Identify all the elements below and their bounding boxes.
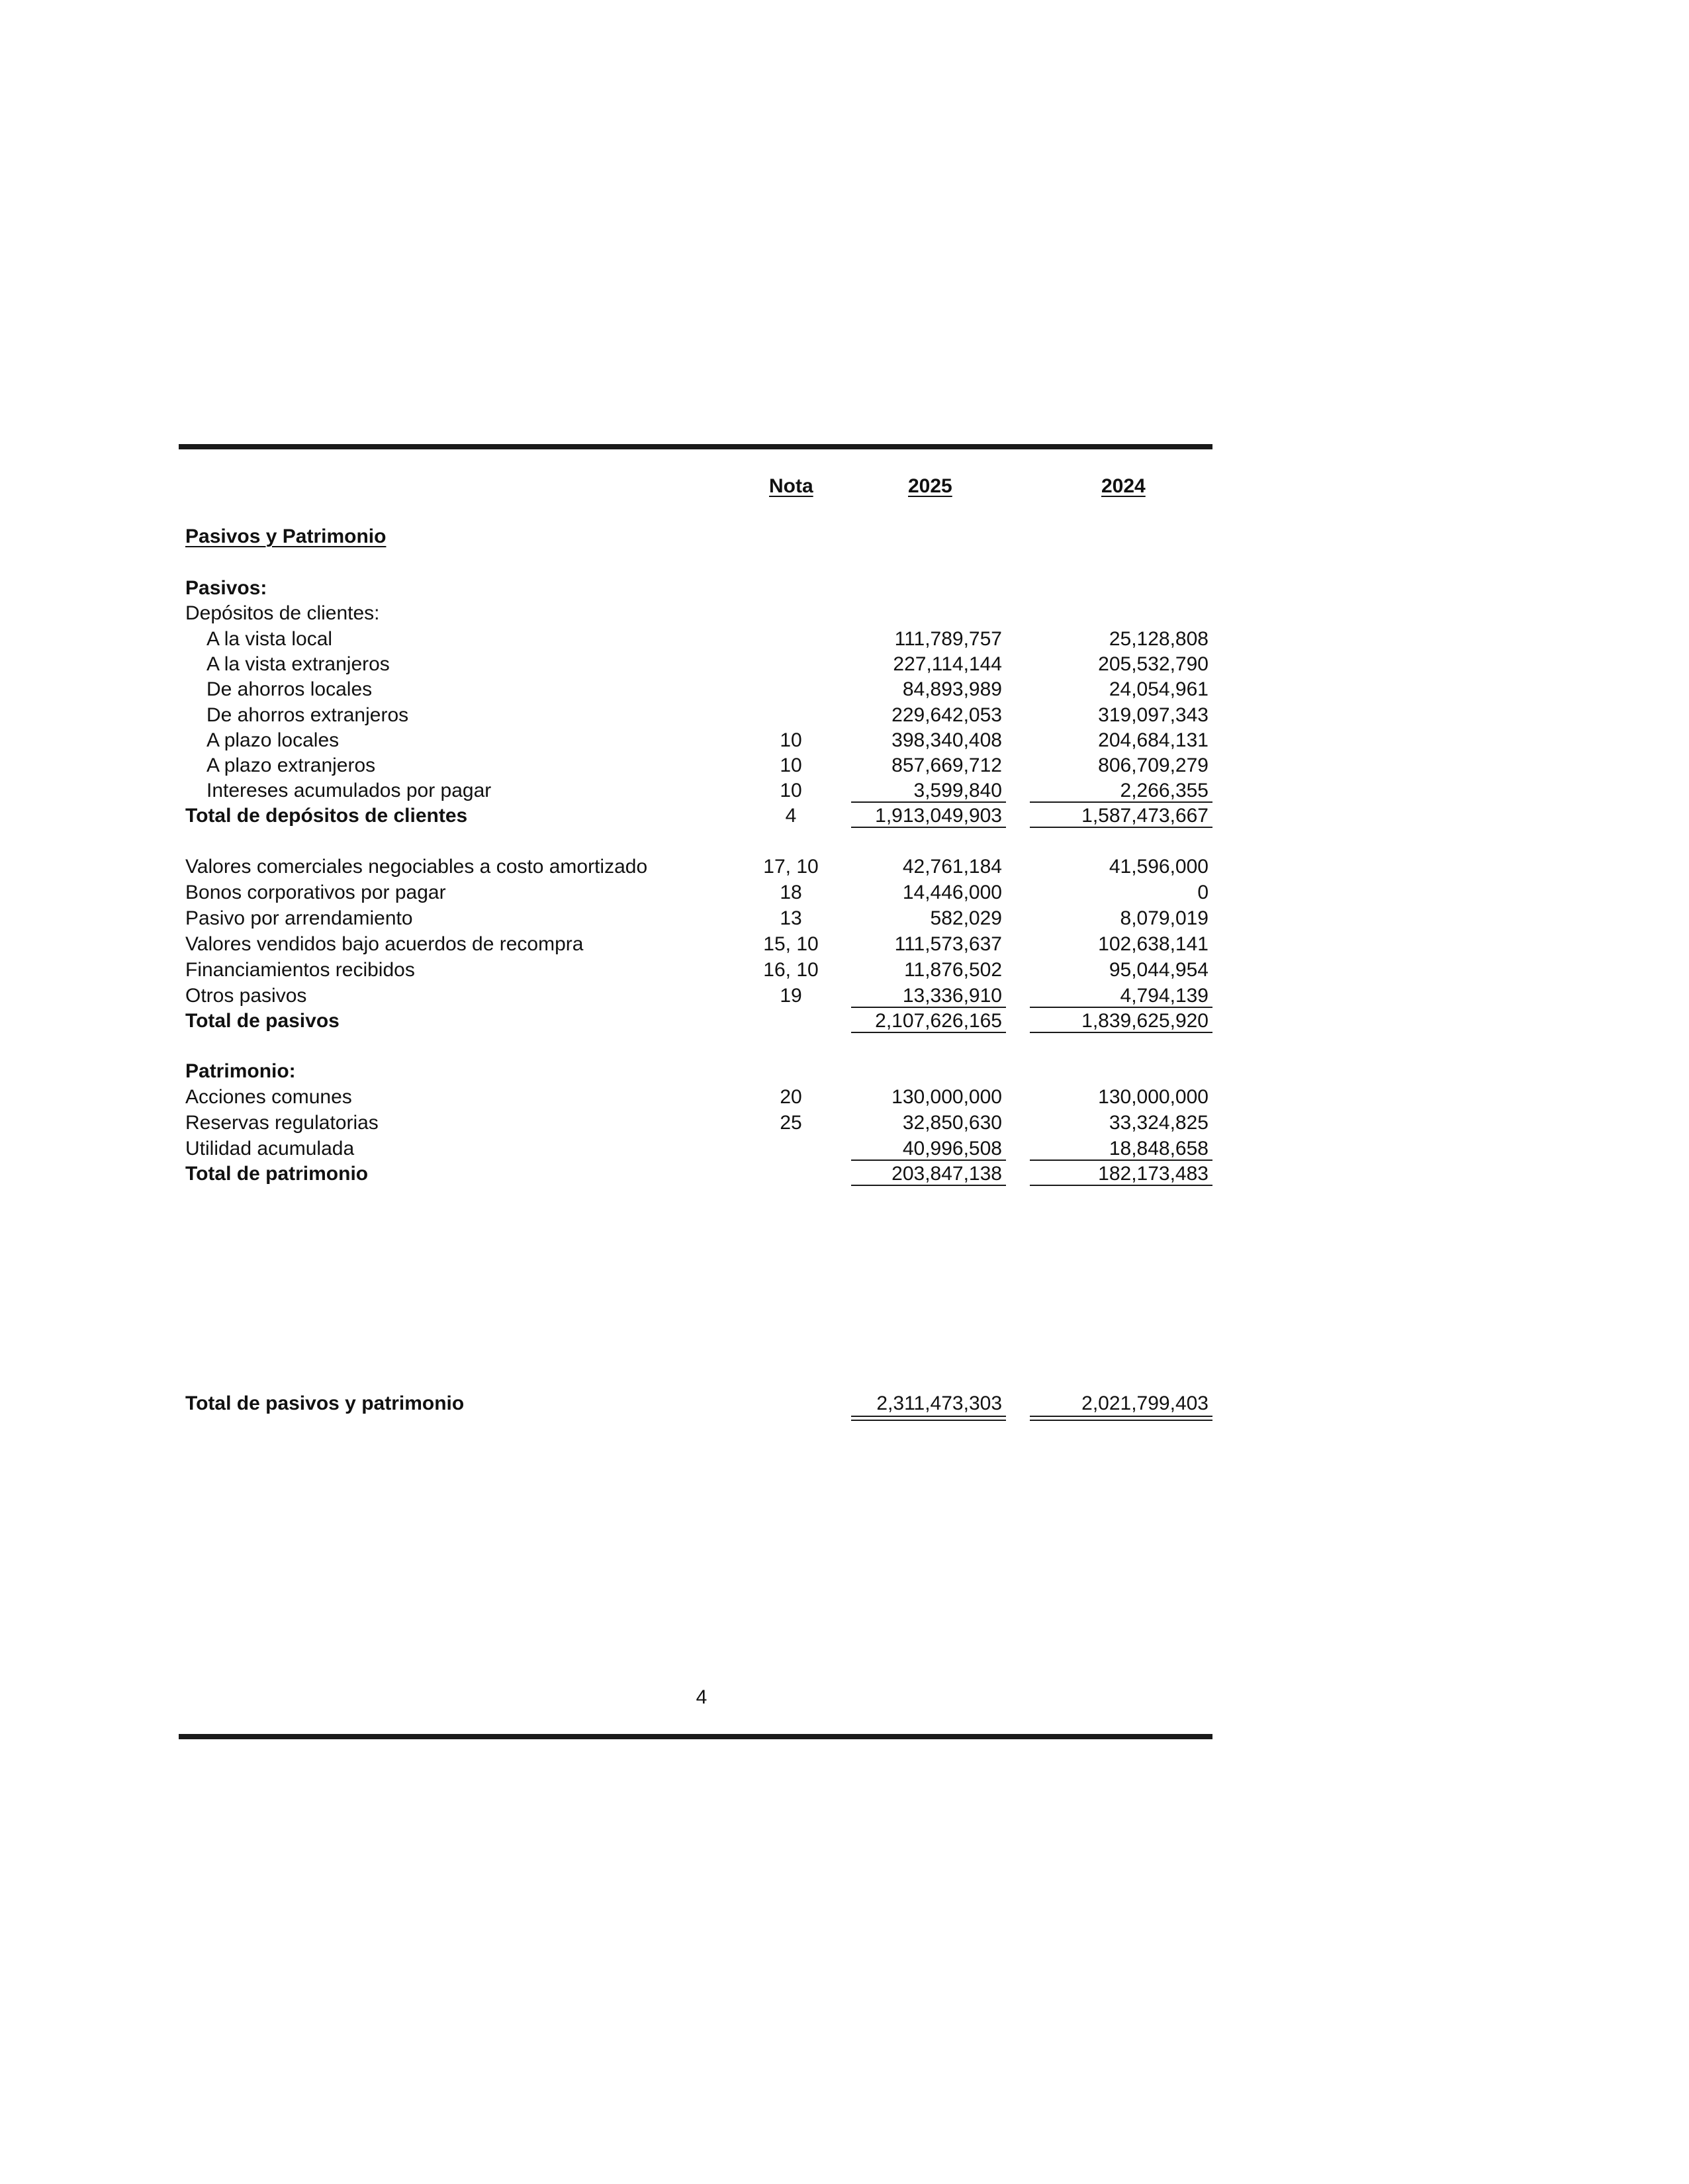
total-general-label: Total de pasivos y patrimonio [185,1392,465,1414]
row-value-2024: 24,054,961 [1109,678,1209,700]
row-value-2025: 229,642,053 [891,704,1002,726]
row-label: Financiamientos recibidos [185,959,415,981]
row-value-2024: 102,638,141 [1098,933,1209,955]
row-value-2025: 14,446,000 [902,882,1002,903]
row-value-2024: 130,000,000 [1098,1086,1209,1108]
row-nota: 10 [780,729,802,751]
row-label: A plazo locales [206,729,340,751]
page-number: 4 [696,1686,708,1708]
header-year-2025: 2025 [908,475,952,497]
total-general-2025: 2,311,473,303 [876,1392,1002,1414]
row-value-2024: 4,794,139 [1120,985,1209,1007]
row-label: Valores vendidos bajo acuerdos de recompra [185,933,584,955]
row-value-2025: 84,893,989 [902,678,1002,700]
double-underline [1030,1416,1212,1417]
row-label: Valores comerciales negociables a costo amortizado [185,856,648,878]
row-nota: 10 [780,754,802,776]
subtotal-line [1030,1007,1212,1008]
row-value-2024: 205,532,790 [1098,653,1209,675]
patrimonio-title: Patrimonio: [185,1060,296,1082]
total-pasivos-label: Total de pasivos [185,1010,340,1032]
row-value-2024: 41,596,000 [1109,856,1209,878]
subtotal-line [1030,1160,1212,1161]
row-nota: 13 [780,907,802,929]
row-label: De ahorros extranjeros [206,704,409,726]
header-nota: Nota [769,475,813,497]
row-label: A plazo extranjeros [206,754,376,776]
row-value-2025: 111,573,637 [894,933,1002,955]
row-nota: 17, 10 [763,856,819,878]
row-value-2025: 582,029 [930,907,1002,929]
row-label: Reservas regulatorias [185,1112,379,1134]
row-label: De ahorros locales [206,678,373,700]
double-underline [851,1420,1006,1421]
row-label: Utilidad acumulada [185,1138,355,1160]
total-line [1030,827,1212,828]
row-nota: 19 [780,985,802,1007]
total-depositos-nota: 4 [785,805,797,827]
total-patrimonio-2024: 182,173,483 [1098,1163,1209,1185]
row-value-2024: 25,128,808 [1109,628,1209,650]
row-label: A la vista local [206,628,333,650]
depositos-title: Depósitos de clientes: [185,602,380,624]
row-value-2025: 398,340,408 [891,729,1002,751]
row-value-2024: 2,266,355 [1120,780,1209,801]
row-nota: 25 [780,1112,802,1134]
total-line [1030,1185,1212,1186]
total-pasivos-2024: 1,839,625,920 [1081,1010,1209,1032]
row-value-2025: 40,996,508 [902,1138,1002,1160]
row-nota: 20 [780,1086,802,1108]
total-patrimonio-label: Total de patrimonio [185,1163,369,1185]
row-label: A la vista extranjeros [206,653,390,675]
total-line [851,827,1006,828]
row-value-2025: 13,336,910 [902,985,1002,1007]
total-depositos-label: Total de depósitos de clientes [185,805,468,827]
total-patrimonio-2025: 203,847,138 [891,1163,1002,1185]
row-nota: 10 [780,780,802,801]
row-value-2024: 204,684,131 [1098,729,1209,751]
row-value-2024: 319,097,343 [1098,704,1209,726]
subtotal-line [1030,801,1212,803]
top-rule [179,444,1212,449]
total-depositos-2025: 1,913,049,903 [875,805,1002,827]
row-value-2024: 8,079,019 [1120,907,1209,929]
row-nota: 16, 10 [763,959,819,981]
row-value-2025: 3,599,840 [913,780,1002,801]
row-value-2024: 18,848,658 [1109,1138,1209,1160]
row-label: Intereses acumulados por pagar [206,780,492,801]
total-line [851,1032,1006,1033]
double-underline [1030,1420,1212,1421]
subtotal-line [851,801,1006,803]
row-value-2025: 227,114,144 [893,653,1002,675]
row-label: Pasivo por arrendamiento [185,907,413,929]
subtotal-line [851,1007,1006,1008]
row-value-2025: 11,876,502 [904,959,1002,981]
row-label: Acciones comunes [185,1086,352,1108]
row-value-2025: 42,761,184 [902,856,1002,878]
total-pasivos-2025: 2,107,626,165 [875,1010,1002,1032]
total-general-2024: 2,021,799,403 [1081,1392,1209,1414]
row-value-2024: 33,324,825 [1109,1112,1209,1134]
row-value-2024: 0 [1197,882,1209,903]
pasivos-title: Pasivos: [185,577,267,599]
row-label: Bonos corporativos por pagar [185,882,446,903]
row-value-2025: 111,789,757 [894,628,1002,650]
row-nota: 15, 10 [763,933,819,955]
row-value-2025: 32,850,630 [902,1112,1002,1134]
total-line [851,1185,1006,1186]
total-depositos-2024: 1,587,473,667 [1081,805,1209,827]
row-value-2025: 857,669,712 [891,754,1002,776]
row-nota: 18 [780,882,802,903]
row-value-2025: 130,000,000 [891,1086,1002,1108]
subtotal-line [851,1160,1006,1161]
row-value-2024: 95,044,954 [1109,959,1209,981]
bottom-rule [179,1734,1212,1739]
section-title: Pasivos y Patrimonio [185,525,387,547]
row-label: Otros pasivos [185,985,307,1007]
header-year-2024: 2024 [1101,475,1146,497]
double-underline [851,1416,1006,1417]
total-line [1030,1032,1212,1033]
row-value-2024: 806,709,279 [1098,754,1209,776]
